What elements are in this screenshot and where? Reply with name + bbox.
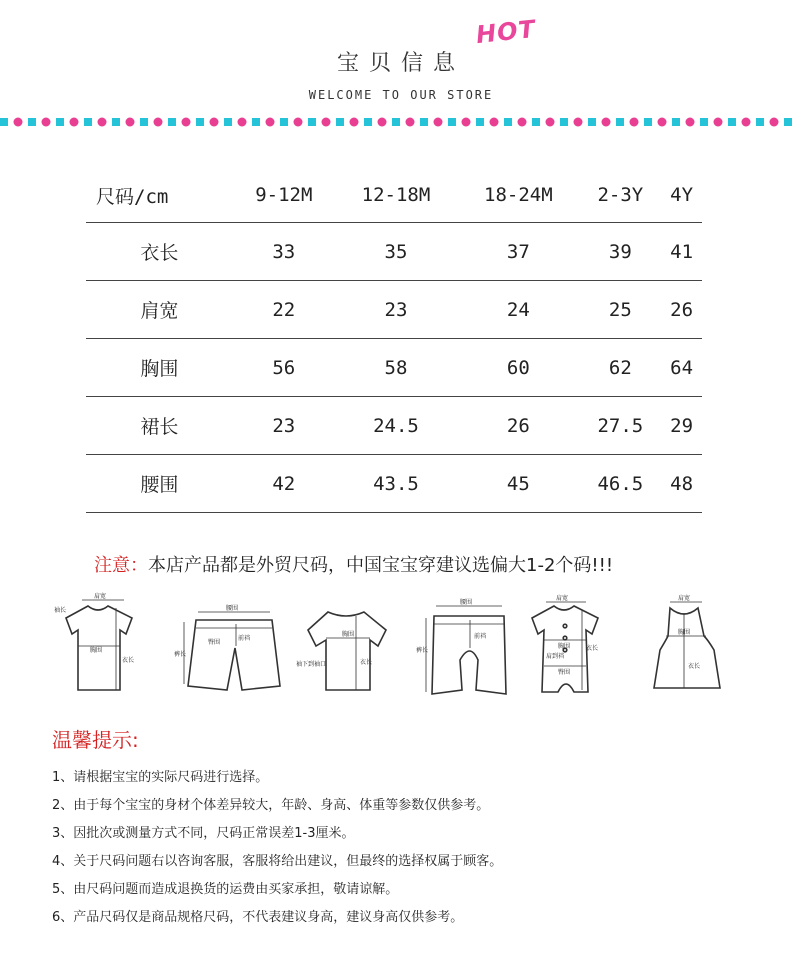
illus-label: 前裆 (474, 633, 487, 640)
illus-label: 胸围 (90, 647, 103, 654)
table-cell: 41 (661, 223, 702, 281)
dress-illustration (654, 594, 720, 688)
table-cell: 39 (580, 223, 662, 281)
illus-label: 肩到裆 (546, 653, 565, 660)
table-cell: 25 (580, 281, 662, 339)
table-cell: 24 (457, 281, 579, 339)
divider-square (112, 118, 120, 126)
divider-square (672, 118, 680, 126)
divider-dot (406, 118, 415, 127)
list-item: 4、关于尺码问题右以咨询客服，客服将给出建议，但最终的选择权属于顾客。 (52, 854, 503, 869)
divider-square (532, 118, 540, 126)
dotted-divider (0, 115, 802, 129)
divider-square (476, 118, 484, 126)
divider-dot (70, 118, 79, 127)
table-row (86, 223, 702, 281)
divider-square (56, 118, 64, 126)
pants-illustration (416, 598, 506, 694)
illus-label: 裤长 (416, 647, 429, 654)
table-cell: 22 (233, 281, 335, 339)
romper-illustration (532, 594, 598, 692)
illus-label: 衣长 (122, 657, 135, 664)
divider-dot (574, 118, 583, 127)
row-label: 胸围 (86, 339, 233, 397)
illus-label: 肩宽 (556, 595, 569, 602)
table-cell: 23 (233, 397, 335, 455)
table-cell: 26 (457, 397, 579, 455)
table-cell: 46.5 (580, 455, 662, 513)
notice-label: 注意： (94, 555, 148, 576)
illus-label: 臀围 (558, 669, 571, 676)
divider-dot (770, 118, 779, 127)
tips-list (52, 768, 502, 936)
table-cell: 42 (233, 455, 335, 513)
divider-dot (742, 118, 751, 127)
table-cell: 33 (233, 223, 335, 281)
divider-square (588, 118, 596, 126)
divider-dot (490, 118, 499, 127)
row-label: 肩宽 (86, 281, 233, 339)
divider-dot (378, 118, 387, 127)
list-item: 5、由尺码问题而造成退换货的运费由买家承担，敬请谅解。 (52, 882, 399, 897)
illus-label: 衣长 (688, 663, 701, 670)
illus-label: 肩宽 (94, 593, 107, 600)
welcome-subtitle: WELCOME TO OUR STORE (308, 88, 494, 102)
divider-dot (266, 118, 275, 127)
table-cell: 24.5 (335, 397, 457, 455)
table-cell: 23 (335, 281, 457, 339)
table-row (86, 455, 702, 513)
table-cell: 64 (661, 339, 702, 397)
divider-dot (630, 118, 639, 127)
divider-square (560, 118, 568, 126)
size-table (86, 168, 702, 513)
divider-dot (42, 118, 51, 127)
illus-label: 前裆 (238, 635, 251, 642)
illus-label: 肩宽 (678, 595, 691, 602)
notice-text: 本店产品都是外贸尺码，中国宝宝穿建议选偏大1-2个码!!! (148, 555, 614, 576)
tshirt-illustration (54, 592, 134, 690)
table-row (86, 397, 702, 455)
divider-square (0, 118, 8, 126)
table-cell: 45 (457, 455, 579, 513)
divider-dot (350, 118, 359, 127)
divider-square (728, 118, 736, 126)
divider-square (392, 118, 400, 126)
header-cell: 4Y (661, 168, 702, 223)
table-row (86, 281, 702, 339)
divider-dot (518, 118, 527, 127)
divider-dot (210, 118, 219, 127)
header-cell: 9-12M (233, 168, 335, 223)
divider-square (140, 118, 148, 126)
divider-square (784, 118, 792, 126)
table-cell: 35 (335, 223, 457, 281)
illus-label: 衣长 (586, 645, 599, 652)
hot-badge: HOT (474, 14, 538, 50)
divider-dot (182, 118, 191, 127)
size-notice (94, 551, 613, 577)
divider-dot (154, 118, 163, 127)
list-item: 6、产品尺码仅是商品规格尺码，不代表建议身高，建议身高仅供参考。 (52, 910, 464, 925)
divider-square (252, 118, 260, 126)
illus-label: 腰围 (226, 605, 239, 612)
divider-square (644, 118, 652, 126)
illus-label: 裤长 (174, 651, 187, 658)
header-cell: 12-18M (335, 168, 457, 223)
list-item: 3、因批次或测量方式不同，尺码正常误差1-3厘米。 (52, 826, 355, 841)
divider-square (448, 118, 456, 126)
divider-square (280, 118, 288, 126)
divider-square (700, 118, 708, 126)
list-item: 1、请根据宝宝的实际尺码进行选择。 (52, 770, 269, 785)
table-cell: 26 (661, 281, 702, 339)
row-label: 腰围 (86, 455, 233, 513)
table-cell: 27.5 (580, 397, 662, 455)
divider-dot (98, 118, 107, 127)
page-title: 宝贝信息 (336, 51, 465, 76)
divider-dot (686, 118, 695, 127)
header-cell: 2-3Y (580, 168, 662, 223)
header-cell: 18-24M (457, 168, 579, 223)
table-cell: 48 (661, 455, 702, 513)
measurement-illustrations (46, 590, 766, 700)
divider-square (504, 118, 512, 126)
shorts-illustration (174, 604, 280, 690)
table-cell: 29 (661, 397, 702, 455)
divider-dot (658, 118, 667, 127)
illus-label: 胸围 (678, 629, 691, 636)
divider-square (616, 118, 624, 126)
divider-square (308, 118, 316, 126)
divider-square (336, 118, 344, 126)
divider-square (168, 118, 176, 126)
divider-square (28, 118, 36, 126)
table-cell: 56 (233, 339, 335, 397)
divider-dot (126, 118, 135, 127)
illus-label: 袖长 (54, 607, 67, 614)
table-cell: 37 (457, 223, 579, 281)
table-header-row (86, 168, 702, 223)
header-cell: 尺码/cm (86, 168, 233, 223)
illus-label: 衣长 (360, 659, 373, 666)
table-cell: 62 (580, 339, 662, 397)
illus-label: 臀围 (208, 639, 221, 646)
row-label: 裙长 (86, 397, 233, 455)
divider-dot (434, 118, 443, 127)
divider-dot (322, 118, 331, 127)
list-item: 2、由于每个宝宝的身材个体差异较大，年龄、身高、体重等参数仅供参考。 (52, 798, 490, 813)
raglan-tee-illustration (296, 612, 386, 690)
illus-label: 腰围 (460, 599, 473, 606)
divider-square (84, 118, 92, 126)
tips-title: 温馨提示: (52, 728, 139, 752)
table-cell: 60 (457, 339, 579, 397)
divider-dot (462, 118, 471, 127)
divider-square (420, 118, 428, 126)
illus-label: 胸围 (558, 643, 571, 650)
table-row (86, 339, 702, 397)
divider-square (196, 118, 204, 126)
row-label: 衣长 (86, 223, 233, 281)
divider-square (364, 118, 372, 126)
table-cell: 58 (335, 339, 457, 397)
divider-dot (14, 118, 23, 127)
illus-label: 胸围 (342, 631, 355, 638)
table-cell: 43.5 (335, 455, 457, 513)
divider-dot (294, 118, 303, 127)
divider-square (224, 118, 232, 126)
divider-dot (238, 118, 247, 127)
illus-label: 袖下到袖口 (296, 661, 327, 668)
divider-dot (546, 118, 555, 127)
divider-square (756, 118, 764, 126)
divider-dot (714, 118, 723, 127)
divider-dot (602, 118, 611, 127)
